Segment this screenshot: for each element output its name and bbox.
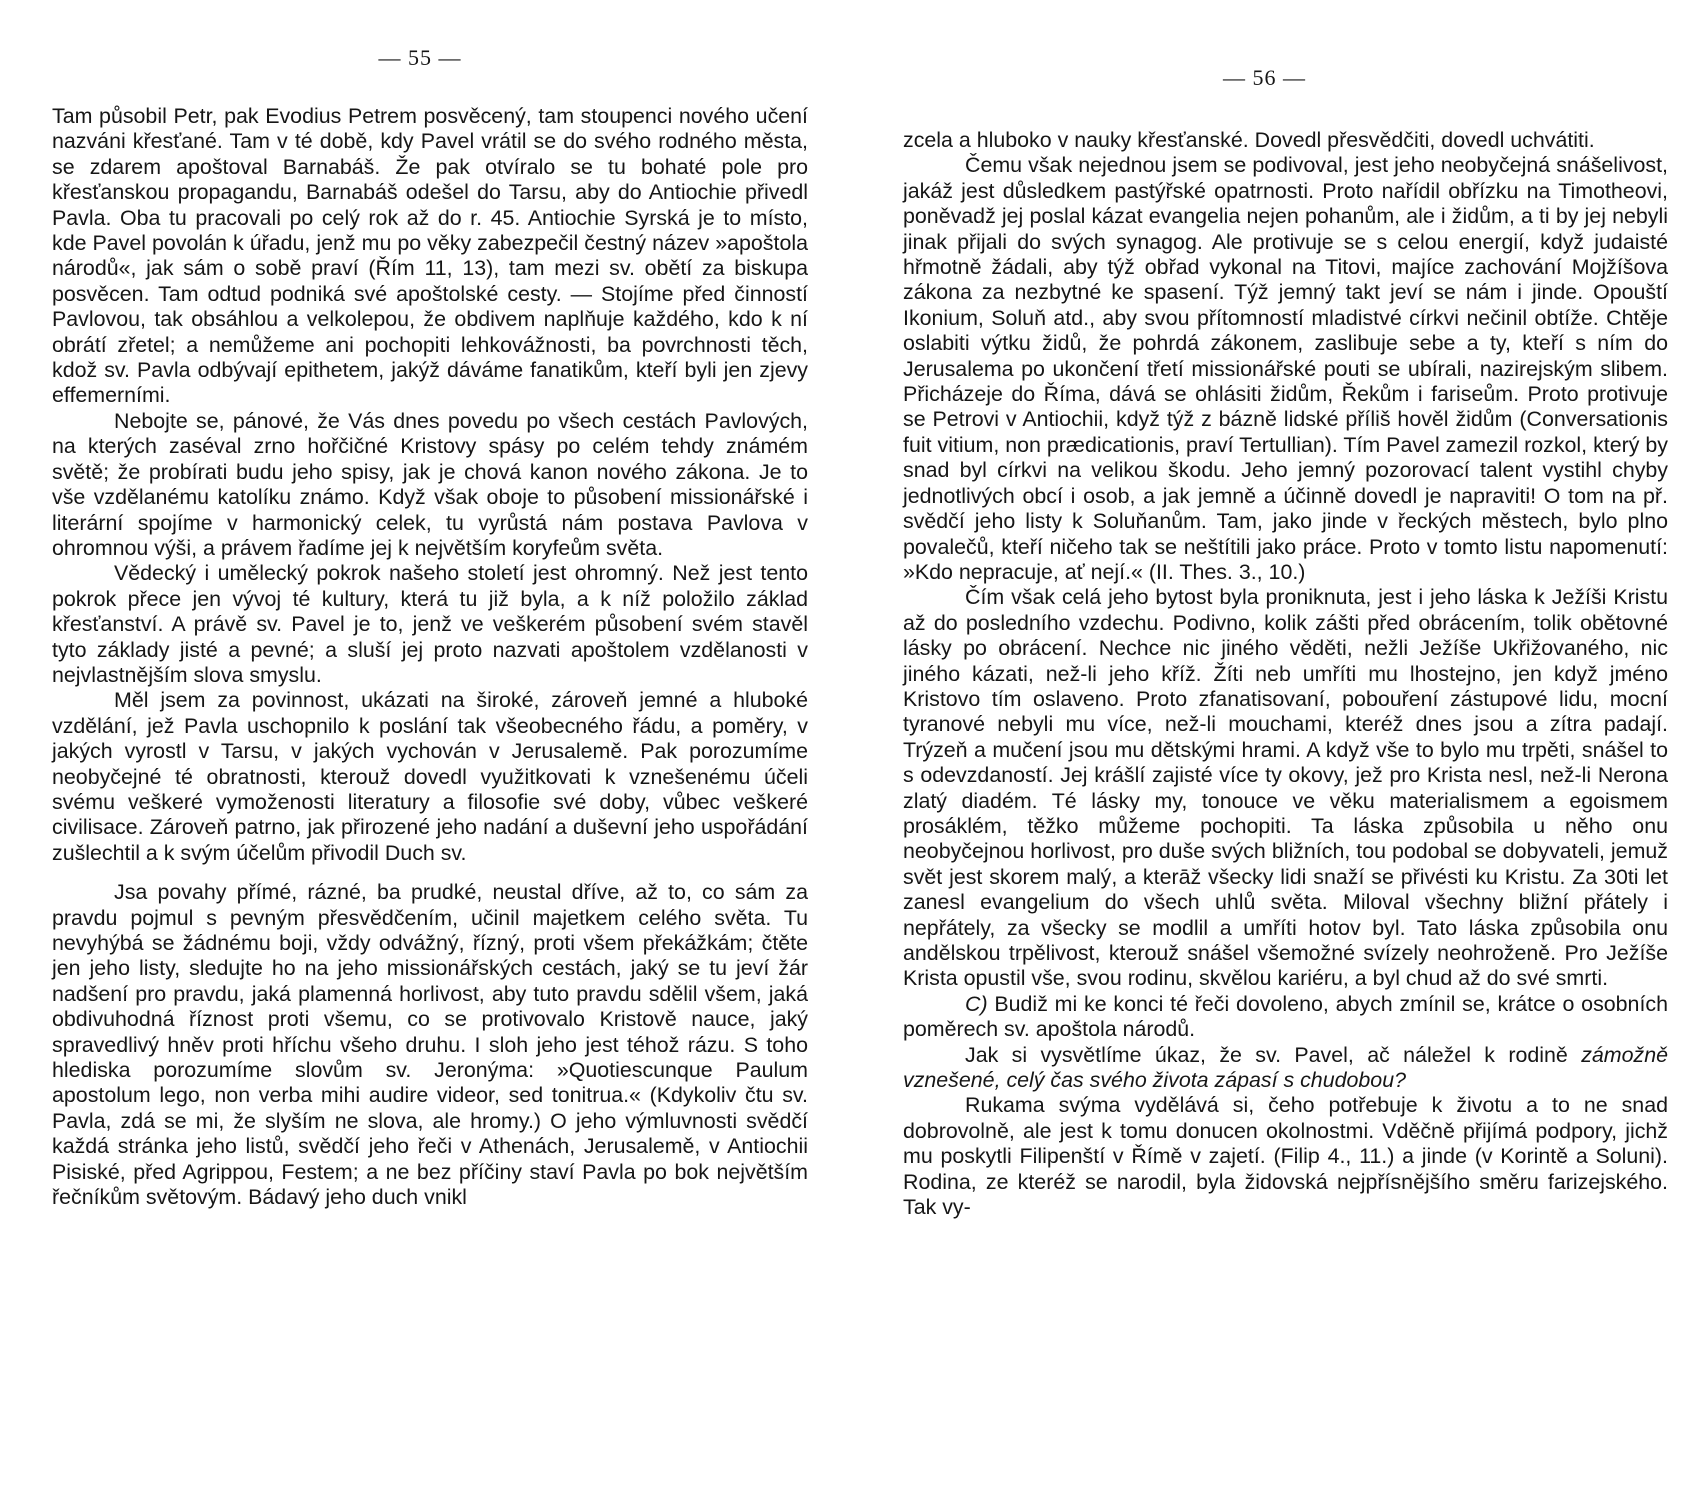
section-c-paragraph bbox=[903, 992, 1668, 1043]
page-body bbox=[52, 104, 808, 1210]
paragraph: Jsa povahy přímé, rázné, ba prudké, neustal dříve, až to, co sám za pravdu pojmul s pevným přesvědčením, učinil majetkem celého světa. Tu nevyhýbá se žádnému boji, vždy odvážný, řízný, proti všem překážkám; čtěte jen jeho listy, sledujte ho na jeho missionářských cestách, jaký se tu jeví žár nadšení pro pravdu, jaká plamenná horlivost, aby tuto pravdu sdělil všem, jaká obdivuhodná říznost proti všemu, co se protivovalo Kristově nauce, jaký spravedlivý hněv proti hříchu všeho druhu. I sloh jeho jest téhož rázu. S toho hlediska porozumíme slovům sv. Jeronýma: »Quotiescunque Paulum apostolum lego, non verba mihi audire videor, sed tonitrua.« (Kdykoliv čtu sv. Pavla, zdá se mi, že slyším ne slova, ale hromy.) O jeho výmluvnosti svědčí každá stránka jeho listů, svědčí jeho řeči v Athenách, Jerusalemě, v Antiochii Pisiské, před Agrippou, Festem; a ne bez příčiny staví Pavla po bok největším řečníkům světovým. Bádavý jeho duch vnikl bbox=[52, 880, 808, 1210]
paragraph: zcela a hluboko v nauky křesťanské. Dovedl přesvědčiti, dovedl uchvátiti. bbox=[903, 128, 1595, 152]
question-lead: Jak si vysvětlíme úkaz, že sv. Pavel, ač náležel k rodině bbox=[965, 1042, 1568, 1067]
page-body bbox=[903, 128, 1668, 1220]
paragraph: Měl jsem za povinnost, ukázati na široké, zároveň jemné a hluboké vzdělání, jež Pavla uschopnilo k poslání tak všeobecného řádu, a poměry, v jakých vyrostl v Tarsu, v jakých vychován v Jerusalemě. Pak porozumíme neobyčejné té obratnosti, kterouž dovedl využitkovati k vznešenému účeli svému veškeré vymoženosti literatury a filosofie své doby, vůbec veškeré civilisace. Zároveň patrno, jak přirozené jeho nadání a duševní jeho uspořádání zušlechtil a k svým účelům přivodil Duch sv. bbox=[52, 688, 808, 865]
paragraph: Čemu však nejednou jsem se podivoval, jest jeho neobyčejná snášelivost, jakáž jest důsledkem pastýřské opatrnosti. Proto nařídil obřízku na Timotheovi, poněvadž jej poslal kázat evangelia nejen pohanům, ale i židům, a ti by jej nebyli jinak přijali do svých synagog. Ale protivuje se s celou energií, když judaisté hřmotně žádali, aby týž obřad vykonal na Titovi, majíce zachování Mojžíšova zákona za nezbytné ke spasení. Týž jemný takt jeví se nám i jinde. Opouští Ikonium, Soluň atd., aby svou přítomností mladistvé církvi nečinil obtíže. Chtěje oslabiti výtku židů, že pohrdá zákonem, zaslibuje sebe a ty, kteří s ním do Jerusalema po ukončení třetí missionářské pouti se ubírali, nazirejským slibem. Přicházeje do Říma, dává se ohlásiti židům, Řekům i fariseům. Proto protivuje se Petrovi v Antiochii, když týž z bázně lidské příliš hověl židům (Conversationis fuit vitium, non prædicationis, praví Tertullian). Tím Pavel zamezil rozkol, který by snad byl církvi na velikou škodu. Jeho jemný pozorovací talent vystihl chyby jednotlivých obcí i osob, a jak jemně a účinně dovedl je napraviti! O tom na př. svědčí jeho listy k Soluňanům. Tam, jako jinde v řeckých městech, bylo plno povalečů, kteří ničeho tak se neštítili jako práce. Proto v tomto listu napomenutí: »Kdo nepracuje, ať nejí.« (II. Thes. 3., 10.) bbox=[903, 153, 1668, 584]
paragraph: Rukama svýma vydělává si, čeho potřebuje k životu a to ne snad dobrovolně, ale jest k tomu donucen okolnostmi. Vděčně přijímá podpory, jichž mu poskytli Filipenští v Římě v zajetí. (Filip 4., 11.) a jinde (v Korintě a Soluni). Rodina, ze kteréž se narodil, byla židovská nejpřísnějšího směru farizejského. Tak vy- bbox=[903, 1093, 1668, 1220]
paragraph: Čím však celá jeho bytost byla proniknuta, jest i jeho láska k Ježíši Kristu až do posledního vzdechu. Podivno, kolik zášti před obrácením, tolik obětovné lásky po obrácení. Nechce nic jiného věděti, nežli Ježíše Ukřižovaného, nic jiného kázati, než-li jeho kříž. Žíti neb umříti mu lhostejno, jen když jméno Kristovo tím oslaveno. Proto zfanatisovaní, pobouření zástupové lidu, mocní tyranové nebyli mu více, než-li mouchami, kteréž dnes jsou a zítra padají. Trýzeň a mučení jsou mu dětskými hrami. A když vše to bylo mu trpěti, snášel to s odevzdaností. Jej krášlí zajisté více ty okovy, jež pro Krista nesl, než-li Nerona zlatý diadém. Té lásky my, tonouce ve věku materialismem a egoismem prosáklém, těžko můžeme pochopiti. Ta láska způsobila u něho onu neobyčejnou horlivost, pro duše svých bližních, tou podobal se dobyvateli, jemuž svět jest skorem malý, a kterāž všecky lidi snaží se přivésti ku Kristu. Za 30ti let zanesl evangelium do všech uhlů světa. Miloval všechny bližní přátely i nepřátely, za všecky se modlil a umříti hotov byl. Tato láska způsobila onu andělskou trpělivost, kterouž snášel všemožné svízely neohroženě. Pro Ježíše Krista opustil vše, svou rodinu, skvělou kariéru, a byl chud až do své smrti. bbox=[903, 585, 1668, 991]
question-italic: zámožně vznešené, celý čas svého života zápasí s chudobou? bbox=[903, 1042, 1668, 1093]
section-text: Budiž mi ke konci té řeči dovoleno, abych zmínil se, krátce o osobních poměrech sv. apoštola národů. bbox=[903, 991, 1668, 1042]
question-paragraph bbox=[903, 1043, 1668, 1094]
page-number: — 56 — bbox=[1223, 65, 1306, 90]
section-label: C) bbox=[965, 991, 988, 1016]
paragraph: Tam působil Petr, pak Evodius Petrem posvěcený, tam stoupenci nového učení nazváni křesťané. Tam v té době, kdy Pavel vrátil se do svého rodného města, se zdarem apoštoval Barnabáš. Že pak otvíralo se tu bohaté pole pro křesťanskou propagandu, Barnabáš odešel do Tarsu, aby do Antiochie přivedl Pavla. Oba tu pracovali po celý rok až do r. 45. Antiochie Syrská je to místo, kde Pavel povolán k úřadu, jenž mu po věky zabezpečil čestný název »apoštola národů«, jak sám o sobě praví (Řím 11, 13), tam mezi sv. obětí za biskupa posvěcen. Tam odtud podniká své apoštolské cesty. — Stojíme před činností Pavlovou, tak obsáhlou a velkolepou, že obdivem naplňuje každého, kdo k ní obrátí zřetel; a nemůžeme ani pochopiti lehkovážnosti, ba povrchnosti těch, kdož sv. Pavla odbývají epithetem, jakýž dáváme fanatikům, kteří byli jen zjevy effemerními. bbox=[52, 104, 808, 408]
paragraph: Nebojte se, pánové, že Vás dnes povedu po všech cestách Pavlových, na kterých zaséval zrno hořčičné Kristovy spásy po celém tehdy známém světě; že probírati budu jeho spisy, jak je chová kanon nového zákona. Je to vše vzdělanému katolíku známo. Když však oboje to působení missionářské i literární spojíme v harmonický celek, tu vyrůstá nám postava Pavlova v ohromnou výši, a právem řadíme jej k největším koryfeům světa. bbox=[52, 408, 808, 560]
paragraph: Vědecký i umělecký pokrok našeho století jest ohromný. Než jest tento pokrok přece jen vývoj té kultury, která tu již byla, a k níž položilo základ křesťanství. A právě sv. Pavel je to, jenž ve veškerém působení svém stavěl tyto základy jisté a pevné; a sluší jej proto nazvati apoštolem vzdělanosti v nejvlastnějším slova smyslu. bbox=[52, 561, 808, 687]
page-number: — 55 — bbox=[378, 45, 462, 70]
